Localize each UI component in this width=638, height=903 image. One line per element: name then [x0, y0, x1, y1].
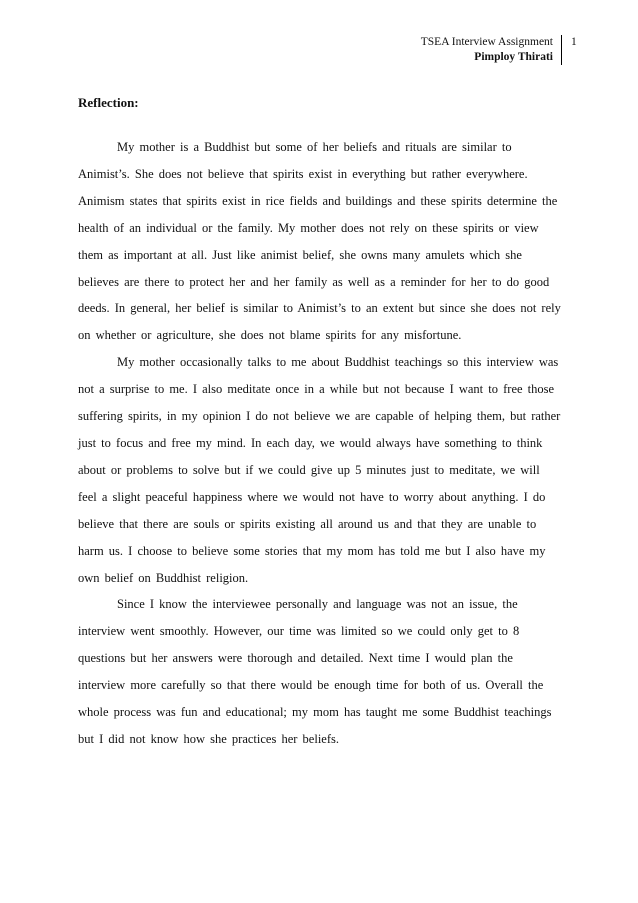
- body-text: [78, 134, 562, 753]
- header-author: Pimploy Thirati: [474, 51, 553, 63]
- running-header: [421, 35, 562, 65]
- paragraph-1: My mother is a Buddhist but some of her beliefs and rituals are similar to Animist’s. She does not believe that spirits exist in everything but rather everywhere. Animism states that spirits exist in rice fields and buildings and these spirits determine the health of an individual or the family. My mother does not rely on these spirits or view them as important at all. Just like animist belief, she owns many amulets which she believes are there to protect her and her family as well as a reminder for her to do good deeds. In general, her belief is similar to Animist’s to an extent but since she does not rely on whether or agriculture, she does not blame spirits for any misfortune.: [78, 140, 561, 343]
- paragraph-3: Since I know the interviewee personally and language was not an issue, the interview went smoothly. However, our time was limited so we could only get to 8 questions but her answers were thorough and detailed. Next time I would plan the interview more carefully so that there would be enough time for both of us. Overall the whole process was fun and educational; my mom has taught me some Buddhist teachings but I did not know how she practices her beliefs.: [78, 597, 552, 746]
- paragraph-2: My mother occasionally talks to me about Buddhist teachings so this interview was not a surprise to me. I also meditate once in a while but not because I want to free those suffering spirits, in my opinion I do not believe we are capable of helping them, but rather just to focus and free my mind. In each day, we would always have something to think about or problems to solve but if we could give up 5 minutes just to meditate, we will feel a slight peaceful happiness where we would not have to worry about anything. I do believe that there are souls or spirits existing all around us and that they are unable to harm us. I choose to believe some stories that my mom has told me but I also have my own belief on Buddhist religion.: [78, 355, 561, 585]
- header-title: TSEA Interview Assignment: [420, 36, 553, 48]
- section-heading: Reflection:: [78, 95, 139, 110]
- page-number: 1: [571, 36, 577, 48]
